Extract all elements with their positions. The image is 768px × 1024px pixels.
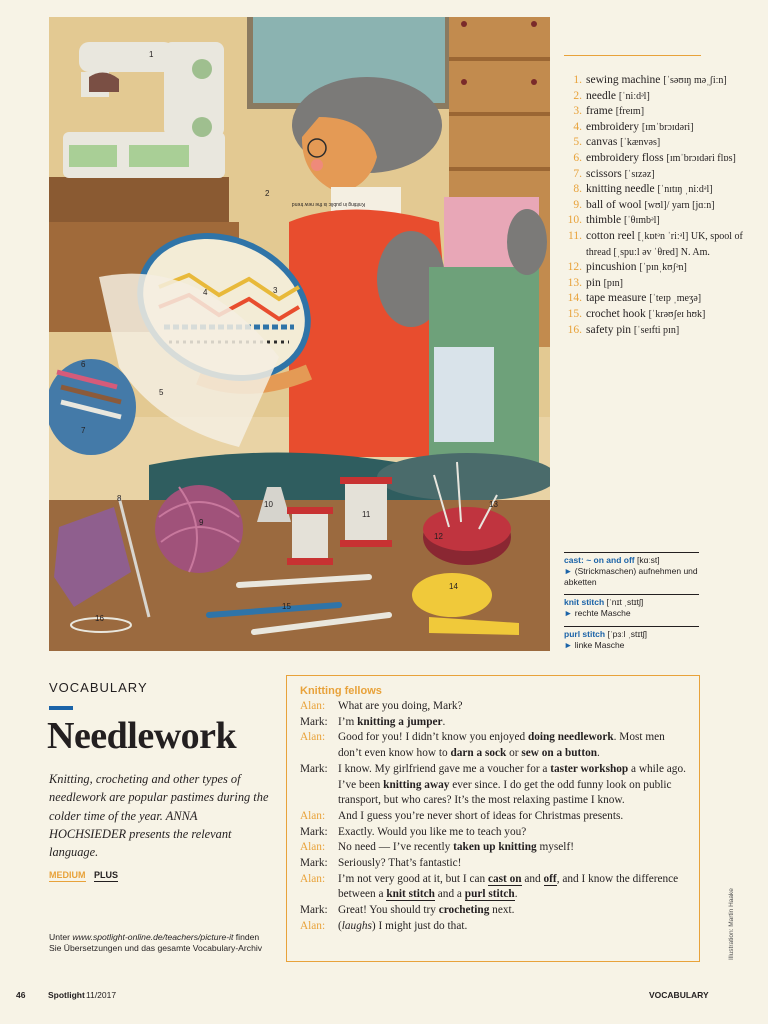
- vocab-entry: [586, 323, 754, 339]
- vocab-number: 7.: [573, 167, 582, 180]
- intro-text: Knitting, crocheting and other types of needlework are popular pastimes during the colder time of the year. ANNA HOCHSIEDER presents the relevant language.: [49, 772, 269, 860]
- vocab-ipa: [ɪmˈbrɔɪdəri flɒs]: [666, 152, 736, 164]
- vocab-entry: [586, 104, 754, 120]
- illus-number: 9: [199, 518, 204, 527]
- dialog-speaker: Mark:: [300, 857, 328, 870]
- vocab-word: canvas: [586, 136, 618, 149]
- dialog-speaker: Mark:: [300, 825, 328, 838]
- vocab-number: 1.: [573, 74, 582, 86]
- divider: [564, 552, 699, 553]
- dialog-line: [300, 903, 687, 919]
- archive-rest: finden Sie Übersetzungen und das gesamte Vocabulary-Archiv: [49, 932, 263, 953]
- vocab-item: [564, 73, 754, 89]
- illus-number: 2: [265, 189, 270, 198]
- vocab-number: 13.: [567, 276, 582, 289]
- dialog-speaker: Mark:: [300, 762, 328, 775]
- vocab-entry: [586, 120, 754, 136]
- dialog-line: [300, 825, 687, 841]
- illus-number: 16: [95, 614, 104, 623]
- vocab-number: 5.: [573, 136, 582, 149]
- vocab-word: knitting needle: [586, 183, 655, 196]
- vocab-item: [564, 276, 754, 292]
- illus-number: 14: [449, 582, 458, 591]
- illus-number: 6: [81, 360, 86, 369]
- glossary-purl: [564, 626, 699, 651]
- issue-number: 11/2017: [86, 990, 117, 1000]
- glossary-ipa: [ˈpɜːl ˌstɪtʃ]: [607, 629, 647, 639]
- vocab-entry: [586, 167, 754, 183]
- dialog-speaker: Alan:: [300, 841, 326, 854]
- glossary-term: knit stitch: [564, 597, 605, 607]
- vocab-word: pin: [586, 276, 601, 289]
- illus-number: 3: [273, 286, 278, 295]
- vocab-ipa: [ˈnɪtɪŋ ˌniːdᵊl]: [657, 184, 713, 196]
- dialog-speaker: Mark:: [300, 715, 328, 728]
- vocab-ipa: [ˈkrəʊʃeɪ hʊk]: [648, 308, 706, 320]
- vocab-word: pincushion: [586, 261, 637, 274]
- dialog-speaker: Mark:: [300, 904, 328, 917]
- dialog-line: [300, 840, 687, 856]
- glossary-term: cast: ~ on and off: [564, 555, 635, 565]
- dialog-speaker: Alan:: [300, 731, 326, 744]
- dialog-text: I’m knitting a jumper.: [338, 715, 446, 728]
- vocab-word: thimble: [586, 214, 622, 227]
- vocab-item: [564, 198, 754, 214]
- vocab-word: ball of wool: [586, 198, 642, 211]
- vocab-word: sewing machine: [586, 74, 661, 86]
- vocab-word: needle: [586, 89, 617, 102]
- dialog-text: I know. My girlfriend gave me a voucher for a taster workshop a while ago. I’ve been knitting away ever since. I do get the odd funny look on public transport, but who cares? It’s the most relaxing pastime I know.: [338, 762, 686, 807]
- vocab-item: [564, 89, 754, 105]
- dialog-line: [300, 715, 687, 731]
- vocab-word: cotton reel: [586, 229, 635, 242]
- vocab-word: embroidery: [586, 120, 640, 133]
- vocab-entry: [586, 260, 754, 276]
- divider: [564, 55, 701, 56]
- vocab-ipa: [freɪm]: [615, 106, 645, 118]
- vocab-item: [564, 323, 754, 339]
- glossary-meaning: (Strickmaschen) aufnehmen und abketten: [564, 566, 698, 587]
- vocab-entry: [586, 291, 754, 307]
- vocab-word: scissors: [586, 167, 622, 180]
- accent-bar: [49, 706, 73, 710]
- dialog-text: (laughs) I might just do that.: [338, 919, 468, 932]
- vocab-number: 8.: [573, 183, 582, 196]
- illus-number: 8: [117, 494, 122, 503]
- dialog-line: [300, 809, 687, 825]
- dialog-speaker: Alan:: [300, 872, 326, 885]
- vocab-item: [564, 135, 754, 151]
- vocab-word: crochet hook: [586, 307, 646, 320]
- divider: [564, 626, 699, 627]
- vocab-ipa: [pɪn]: [603, 277, 624, 289]
- vocab-number: 10.: [567, 214, 582, 227]
- vocab-entry: [586, 182, 754, 198]
- dialog-text: Great! You should try crocheting next.: [338, 904, 515, 917]
- vocab-item: [564, 120, 754, 136]
- illus-number: 7: [81, 426, 86, 435]
- vocab-entry: [586, 89, 754, 105]
- illus-number: 15: [282, 602, 291, 611]
- vocab-ordered-list: [564, 73, 754, 338]
- glossary-ipa: [ˈnɪt ˌstɪtʃ]: [606, 597, 644, 607]
- vocab-entry: [586, 276, 754, 292]
- dialog-line: [300, 762, 687, 809]
- illus-number: 1: [149, 50, 154, 59]
- vocab-ipa: [ˈθɪmbᵊl]: [624, 215, 660, 227]
- vocab-entry: [586, 73, 754, 89]
- vocab-entry: [586, 198, 754, 214]
- vocab-number: 14.: [567, 292, 582, 305]
- vocab-word: frame: [586, 105, 613, 118]
- vocab-number: 4.: [573, 120, 582, 133]
- vocab-item: [564, 260, 754, 276]
- vocab-entry: [586, 229, 754, 260]
- vocab-ipa: [ˈpɪnˌkʊʃᵊn]: [639, 262, 687, 274]
- vocab-entry: [586, 213, 754, 229]
- vocab-item: [564, 151, 754, 167]
- vocab-number: 11.: [568, 229, 582, 242]
- vocab-word: safety pin: [586, 323, 632, 336]
- vocab-item: [564, 167, 754, 183]
- archive-link[interactable]: www.spotlight-online.de/teachers/picture-it: [72, 932, 234, 942]
- needlework-illustration: [49, 17, 550, 651]
- footer-section: VOCABULARY: [649, 990, 709, 1000]
- arrow-icon: ►: [564, 608, 573, 618]
- dialog-speaker: Alan:: [300, 809, 326, 822]
- illustration-svg: [49, 17, 550, 651]
- vocab-word: embroidery floss: [586, 151, 664, 164]
- archive-prefix: Unter: [49, 932, 73, 942]
- vocab-item: [564, 213, 754, 229]
- dialog-heading: Knitting fellows: [300, 685, 382, 697]
- glossary-cast: [564, 552, 699, 588]
- newspaper-text: Knitting in public is the new trend: [291, 201, 365, 207]
- level-plus: PLUS: [94, 870, 119, 880]
- dialog-line: [300, 730, 687, 761]
- dialog-text: Exactly. Would you like me to teach you?: [338, 825, 527, 838]
- illus-number: 11: [362, 510, 371, 519]
- magazine-name: Spotlight: [48, 990, 85, 1000]
- dialog-line: [300, 919, 687, 935]
- illus-number: 13: [489, 500, 498, 509]
- illus-number: 10: [264, 500, 273, 509]
- glossary-ipa: [kɑːst]: [636, 555, 660, 565]
- dialog-text: I’m not very good at it, but I can cast on and off, and I know the difference between a knit stitch and a purl stitch.: [338, 872, 679, 901]
- vocab-entry: [586, 307, 754, 323]
- vocab-item: [564, 104, 754, 120]
- vocabulary-list: [564, 55, 754, 338]
- vocab-ipa: [wʊl]/ yarn [jɑːn]: [644, 199, 715, 211]
- dialog-text: Good for you! I didn’t know you enjoyed doing needlework. Most men don’t even know how to darn a sock or sew on a button.: [338, 731, 665, 760]
- page-title: Needlework: [47, 715, 237, 757]
- divider: [564, 594, 699, 595]
- vocab-ipa: [ˈniːdᵊl]: [618, 90, 650, 102]
- vocab-number: 2.: [573, 89, 582, 102]
- vocab-number: 6.: [573, 151, 582, 164]
- glossary-meaning: rechte Masche: [574, 608, 631, 618]
- vocab-number: 15.: [567, 307, 582, 320]
- glossary-knit: [564, 594, 699, 619]
- dialog-text: No need — I’ve recently taken up knitting myself!: [338, 841, 574, 854]
- vocab-item: [564, 229, 754, 260]
- vocab-number: 12.: [567, 261, 582, 274]
- dialog-line: [300, 872, 687, 903]
- section-label: VOCABULARY: [49, 680, 148, 695]
- page-number: 46: [16, 990, 26, 1000]
- dialog-line: [300, 856, 687, 872]
- glossary-meaning: linke Masche: [574, 640, 625, 650]
- level-badges: [49, 870, 124, 880]
- vocab-number: 3.: [573, 105, 582, 118]
- dialog-lines: [300, 699, 687, 935]
- vocab-ipa: [ˈsɪzəz]: [624, 168, 655, 180]
- dialog-speaker: Alan:: [300, 700, 326, 712]
- archive-note: [49, 932, 269, 954]
- vocab-item: [564, 182, 754, 198]
- illus-number: 4: [203, 288, 208, 297]
- vocab-ipa: [ˈseɪfti pɪn]: [633, 324, 680, 336]
- arrow-icon: ►: [564, 640, 573, 650]
- dialog-text: Seriously? That’s fantastic!: [338, 857, 462, 870]
- vocab-item: [564, 291, 754, 307]
- dialog-box: [286, 675, 700, 962]
- vocab-number: 9.: [573, 198, 582, 211]
- vocab-ipa: [ˈteɪp ˌmeʒə]: [649, 293, 702, 305]
- illustration-credit: Illustration: Martin Haake: [728, 888, 735, 960]
- dialog-line: [300, 699, 687, 715]
- glossary-term: purl stitch: [564, 629, 606, 639]
- vocab-word: tape measure: [586, 292, 647, 305]
- vocab-number: 16.: [567, 323, 582, 336]
- vocab-ipa: [ˌkɒtᵊn ˈriːᵊl] UK, spool of thread [ˌspuːl əv ˈθred] N. Am.: [586, 230, 743, 258]
- dialog-text: What are you doing, Mark?: [338, 700, 463, 712]
- level-medium: MEDIUM: [49, 870, 86, 880]
- dialog-text: And I guess you’re never short of ideas for Christmas presents.: [338, 809, 624, 822]
- vocab-item: [564, 307, 754, 323]
- vocab-ipa: [ˈsəʊɪŋ məˌʃiːn]: [663, 75, 727, 86]
- illus-number: 12: [434, 532, 443, 541]
- vocab-entry: [586, 135, 754, 151]
- illus-number: 5: [159, 388, 164, 397]
- arrow-icon: ►: [564, 566, 573, 576]
- vocab-ipa: [ˈkænvəs]: [620, 137, 661, 149]
- dialog-speaker: Alan:: [300, 919, 326, 932]
- vocab-ipa: [ɪmˈbrɔɪdəri]: [641, 121, 694, 133]
- vocab-entry: [586, 151, 754, 167]
